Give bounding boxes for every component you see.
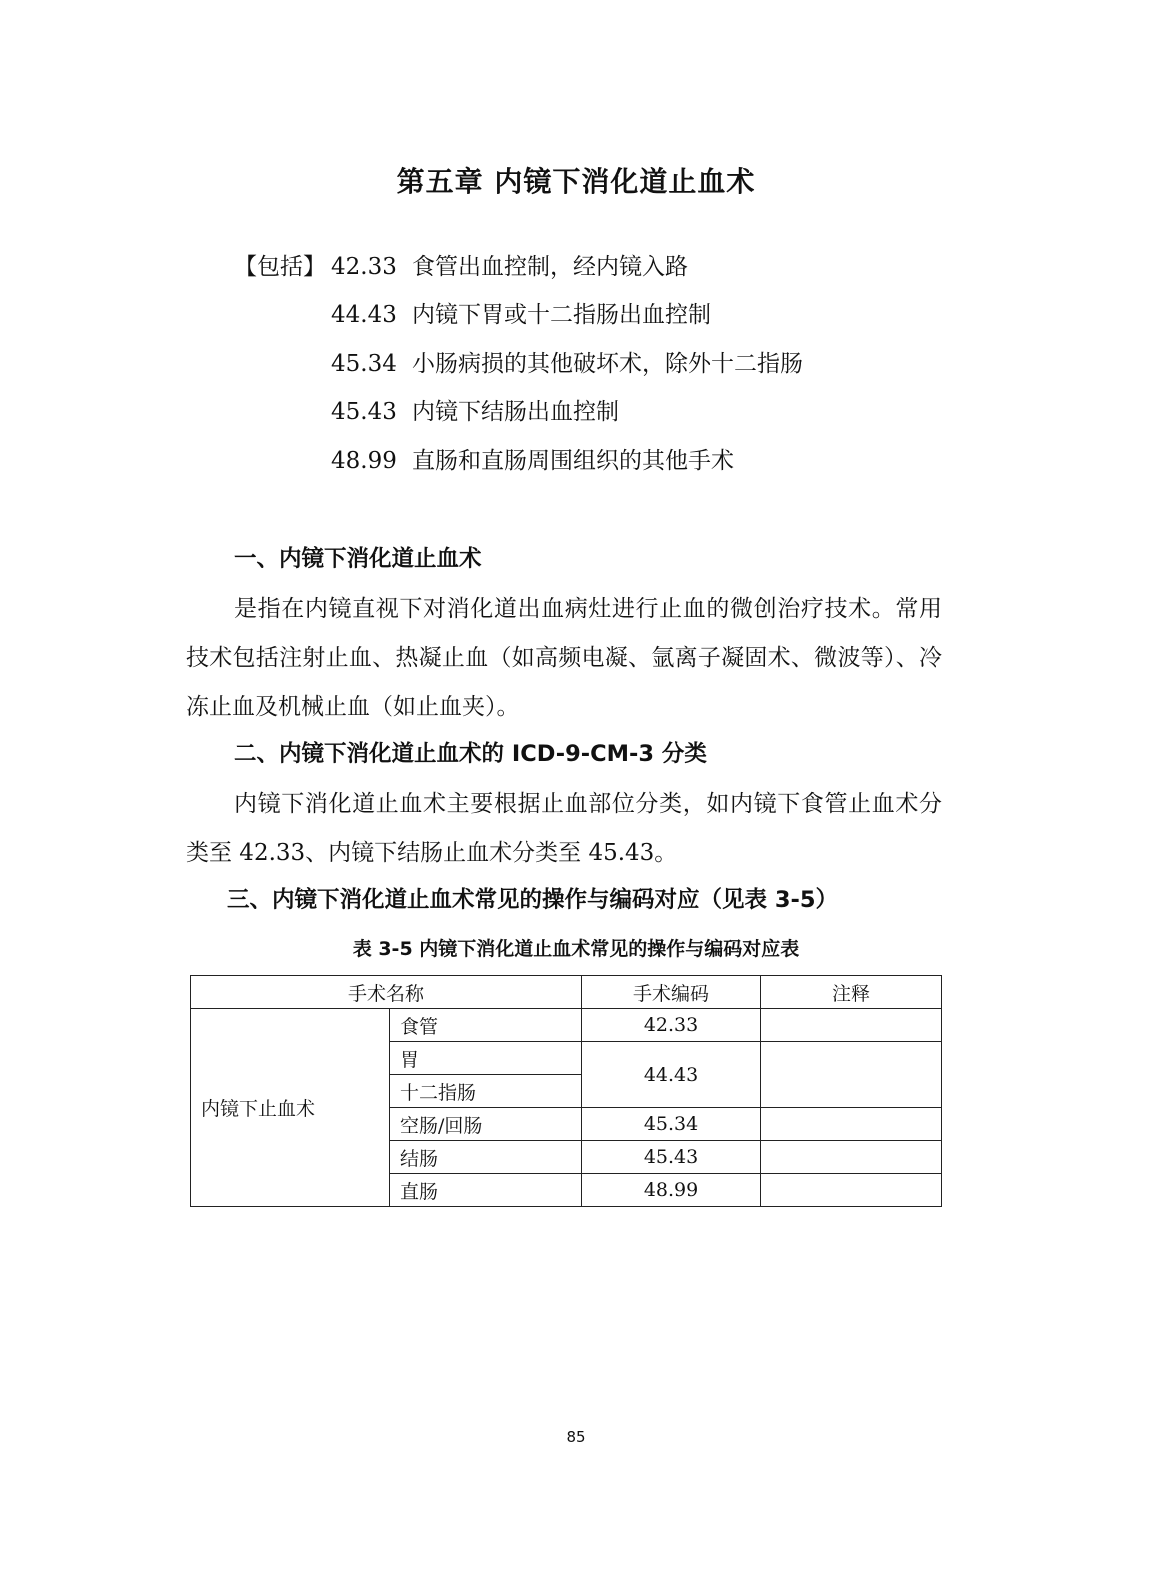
- header-procedure-code: 手术编码: [582, 976, 761, 1009]
- site-cell: 直肠: [390, 1174, 582, 1207]
- section-paragraph: 内镜下消化道止血术主要根据止血部位分类，如内镜下食管止血术分类至 42.33、内镜下结肠止血术分类至 45.43。: [186, 791, 942, 866]
- site-cell: 结肠: [390, 1141, 582, 1174]
- site-cell: 食管: [390, 1009, 582, 1042]
- code-cell: 44.43: [582, 1042, 761, 1108]
- include-text: 小肠病损的其他破坏术，除外十二指肠: [412, 351, 803, 377]
- include-text: 内镜下胃或十二指肠出血控制: [412, 302, 711, 328]
- includes-label: 【包括】: [234, 254, 326, 280]
- chapter-title: 第五章 内镜下消化道止血术: [396, 165, 756, 198]
- site-cell: 胃: [390, 1042, 582, 1075]
- table-row: [191, 1009, 942, 1042]
- site-cell: 空肠/回肠: [390, 1108, 582, 1141]
- include-text: 内镜下结肠出血控制: [412, 399, 619, 425]
- section-paragraph: 是指在内镜直视下对消化道出血病灶进行止血的微创治疗技术。常用技术包括注射止血、热凝止血（如高频电凝、氩离子凝固术、微波等）、冷冻止血及机械止血（如止血夹）。: [186, 596, 942, 720]
- section-heading: 一、内镜下消化道止血术: [234, 546, 482, 572]
- include-text: 食管出血控制，经内镜入路: [412, 254, 688, 280]
- include-code: 48.99: [331, 448, 397, 474]
- include-text: 直肠和直肠周围组织的其他手术: [412, 448, 734, 474]
- note-cell: [761, 1108, 942, 1141]
- include-code: 44.43: [331, 302, 397, 328]
- table-header-row: [191, 976, 942, 1009]
- site-cell: 十二指肠: [390, 1075, 582, 1108]
- header-note: 注释: [761, 976, 942, 1009]
- table-caption: 表 3-5 内镜下消化道止血术常见的操作与编码对应表: [352, 938, 800, 960]
- note-cell: [761, 1042, 942, 1108]
- code-cell: 42.33: [582, 1009, 761, 1042]
- procedure-code-table: [190, 975, 942, 1207]
- code-cell: 45.34: [582, 1108, 761, 1141]
- section-heading: 三、内镜下消化道止血术常见的操作与编码对应（见表 3-5）: [227, 887, 838, 913]
- code-cell: 45.43: [582, 1141, 761, 1174]
- page-number: 85: [566, 1428, 586, 1446]
- note-cell: [761, 1174, 942, 1207]
- code-cell: 48.99: [582, 1174, 761, 1207]
- include-code: 45.43: [331, 399, 397, 425]
- header-procedure-name: 手术名称: [191, 976, 582, 1009]
- note-cell: [761, 1009, 942, 1042]
- group-cell: 内镜下止血术: [191, 1009, 390, 1207]
- include-code: 45.34: [331, 351, 397, 377]
- note-cell: [761, 1141, 942, 1174]
- section-heading: 二、内镜下消化道止血术的 ICD-9-CM-3 分类: [234, 741, 707, 767]
- include-code: 42.33: [331, 254, 397, 280]
